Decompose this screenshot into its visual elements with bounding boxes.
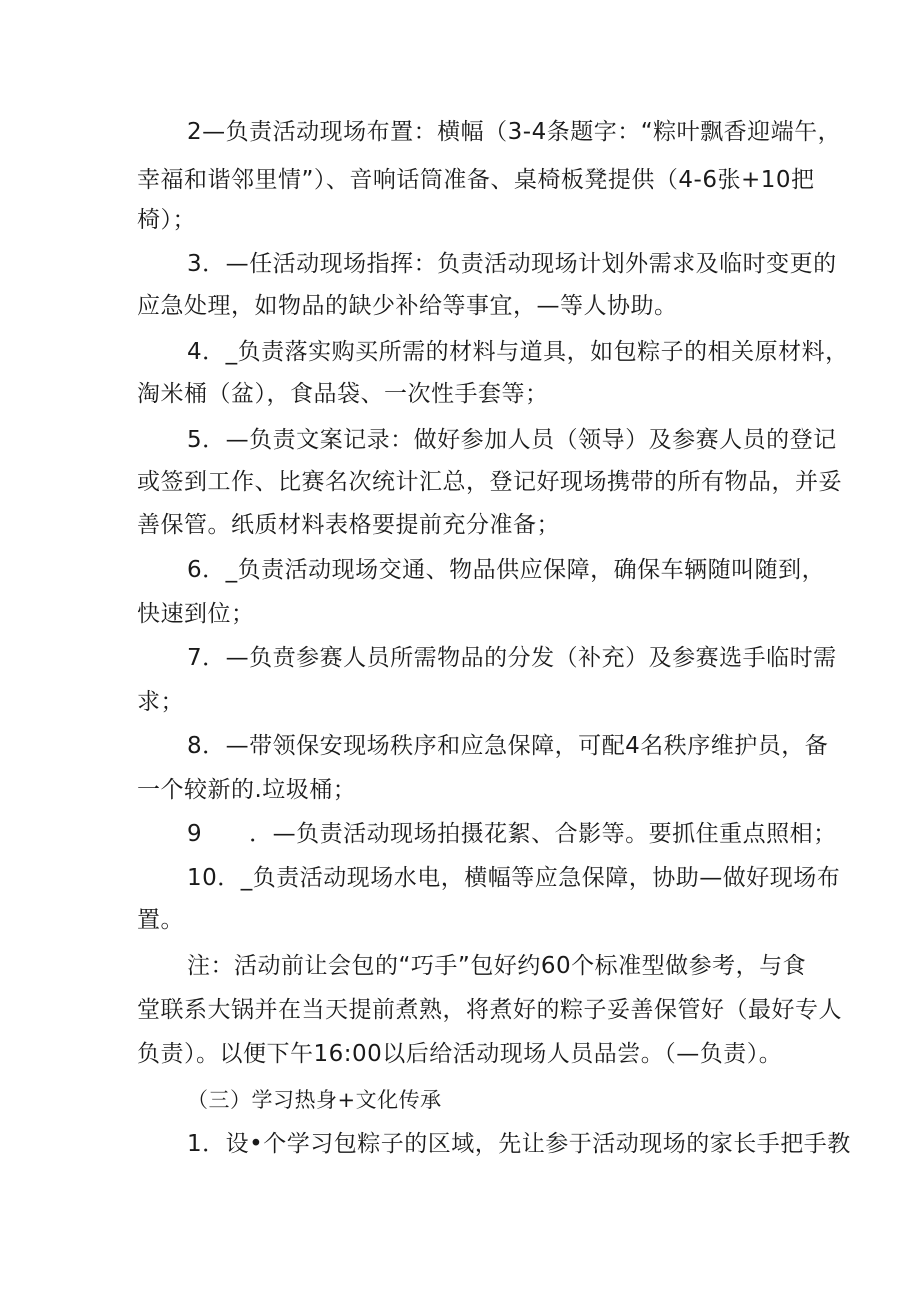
text-line: 2—负责活动现场布置：横幅（3-4条题字：“粽叶飘香迎端午， (187, 119, 842, 145)
text-line: 幸福和谐邻里情”）、音响话筒准备、桌椅板凳提供（4-6张+10把 (137, 167, 815, 193)
text-line: 或签到工作、比赛名次统计汇总，登记好现场携带的所有物品，并妥 (137, 469, 842, 495)
text-line: 一个较新的.垃圾桶； (137, 777, 357, 803)
text-line: 应急处理，如物品的缺少补给等事宜，—等人协助。 (137, 293, 678, 319)
text-line: 堂联系大锅并在当天提前煮熟，将煮好的粽子妥善保管好（最好专人 (137, 997, 842, 1023)
text-line: 7．—负贲参赛人员所需物品的分发（补充）及参赛选手临时需 (187, 645, 837, 671)
text-line: 4．_负责落实购买所需的材料与道具，如包粽子的相关原材料， (187, 339, 849, 365)
text-line: 求； (137, 689, 184, 715)
text-line: 8．—带领保安现场秩序和应急保障，可配4名秩序维护员，备 (187, 733, 829, 759)
text-line: 快速到位； (137, 601, 255, 627)
text-line: 1．设•个学习包粽子的区域，先让参于活动现场的家长手把手教 (187, 1131, 851, 1157)
section-heading: （三）学习热身+文化传承 (187, 1088, 442, 1112)
text-line: 9 ．—负责活动现场拍摄花絮、合影等。要抓住重点照相； (187, 821, 837, 847)
text-line: 椅）； (137, 207, 196, 233)
text-line: 5．—负责文案记录：做好参加人员（领导）及参赛人员的登记 (187, 427, 837, 453)
text-line: 6．_负责活动现场交通、物品供应保障，确保车辆随叫随到， (187, 557, 826, 583)
text-line: 负责）。以便下午16:00以后给活动现场人员品尝。（—负责）。 (137, 1041, 783, 1067)
text-line: 注：活动前让会包的“巧手”包好约60个标准型做参考，与食 (187, 953, 807, 979)
text-line: 善保管。纸质材料表格要提前充分准备； (137, 512, 560, 538)
text-line: 10．_负责活动现场水电，横幅等应急保障，协助—做好现场布 (187, 865, 841, 891)
text-line: 3．—任活动现场指挥：负责活动现场计划外需求及临时变更的 (187, 251, 837, 277)
text-line: 置。 (137, 907, 184, 933)
text-line: 淘米桶（盆），食品袋、一次性手套等； (137, 381, 549, 407)
